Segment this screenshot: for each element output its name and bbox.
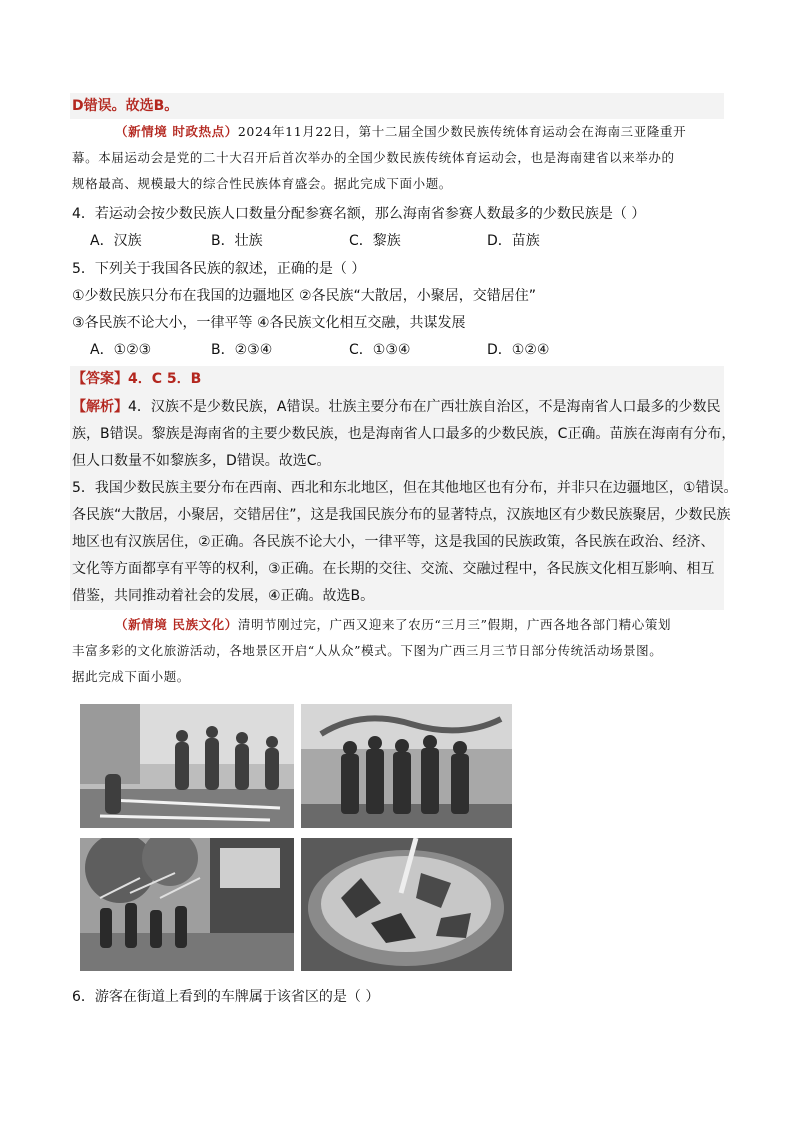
answer-text: 4．C 5．B (128, 371, 202, 387)
question-4-option-c: C．黎族 (349, 233, 401, 249)
passage2-tag: （新情境 民族文化） (115, 617, 238, 632)
question-5-statements-1: ①少数民族只分布在我国的边疆地区 ②各民族“大散居，小聚居，交错居住” (72, 288, 537, 304)
answer-line (72, 366, 201, 392)
question-5-stem: 5．下列关于我国各民族的叙述，正确的是（ ） (72, 261, 366, 277)
village-celebration-photo (80, 838, 294, 971)
question-5-option-c: C．①③④ (349, 342, 411, 358)
passage1-text-1: 2024年11月22日，第十二届全国少数民族传统体育运动会在海南三亚隆重开 (237, 124, 687, 139)
analysis-line-4: 5．我国少数民族主要分布在西南、西北和东北地区，但在其他地区也有分布，并非只在边疆地区，①错误。 (72, 480, 738, 496)
analysis-text-1: 4．汉族不是少数民族，A错误。壮族主要分布在广西壮族自治区，不是海南省人口最多的少数民 (128, 399, 721, 415)
question-5-option-d: D．①②④ (487, 342, 550, 358)
analysis-line-6: 地区也有汉族居住，②正确。各民族不论大小，一律平等，这是我国的民族政策，各民族在政治、经济、 (72, 534, 715, 550)
previous-analysis-text: D错误。故选B。 (72, 98, 179, 114)
passage1-line-2: 幕。本届运动会是党的二十大召开后首次举办的全国少数民族传统体育运动会，也是海南建省以来举办的 (72, 150, 675, 165)
passage1-tag: （新情境 时政热点） (115, 124, 238, 139)
analysis-line-1 (72, 394, 720, 420)
previous-analysis-tail (72, 93, 178, 119)
analysis-line-2: 族，B错误。黎族是海南省的主要少数民族，也是海南省人口最多的少数民族，C正确。苗族在海南有分布， (72, 426, 736, 442)
question-4-option-d: D．苗族 (487, 233, 540, 249)
passage2-line-1 (115, 612, 671, 638)
passage1-line-3: 规格最高、规模最大的综合性民族体育盛会。据此完成下面小题。 (72, 176, 452, 191)
question-5-option-a: A．①②③ (90, 342, 152, 358)
analysis-line-3: 但人口数量不如黎族多，D错误。故选C。 (72, 453, 331, 469)
five-color-rice-photo (301, 838, 512, 971)
question-4-option-a: A．汉族 (90, 233, 142, 249)
question-4-stem: 4．若运动会按少数民族人口数量分配参赛名额，那么海南省参赛人数最多的少数民族是（ ） (72, 206, 646, 222)
bamboo-dance-photo (80, 704, 294, 828)
passage2-line-2: 丰富多彩的文化旅游活动，各地景区开启“人从众”模式。下图为广西三月三节日部分传统活动场景图。 (72, 643, 663, 658)
passage2-text-1: 清明节刚过完，广西又迎来了农历“三月三”假期，广西各地各部门精心策划 (237, 617, 672, 632)
question-4-option-b: B．壮族 (211, 233, 263, 249)
question-5-statements-2: ③各民族不论大小，一律平等 ④各民族文化相互交融，共谋发展 (72, 315, 466, 331)
passage1-line-1 (115, 119, 686, 145)
folk-song-singers-photo (301, 704, 512, 828)
analysis-line-7: 文化等方面都享有平等的权利，③正确。在长期的交往、交流、交融过程中，各民族文化相互影响、相互 (72, 561, 715, 577)
question-6-stem: 6．游客在街道上看到的车牌属于该省区的是（ ） (72, 989, 380, 1005)
analysis-line-8: 借鉴，共同推动着社会的发展，④正确。故选B。 (72, 588, 375, 604)
analysis-label: 【解析】 (72, 399, 128, 415)
answer-label: 【答案】 (72, 371, 128, 387)
question-5-option-b: B．②③④ (211, 342, 273, 358)
passage2-line-3: 据此完成下面小题。 (72, 669, 190, 684)
analysis-line-5: 各民族“大散居，小聚居，交错居住”，这是我国民族分布的显著特点，汉族地区有少数民族聚居，少数民族 (72, 507, 731, 523)
